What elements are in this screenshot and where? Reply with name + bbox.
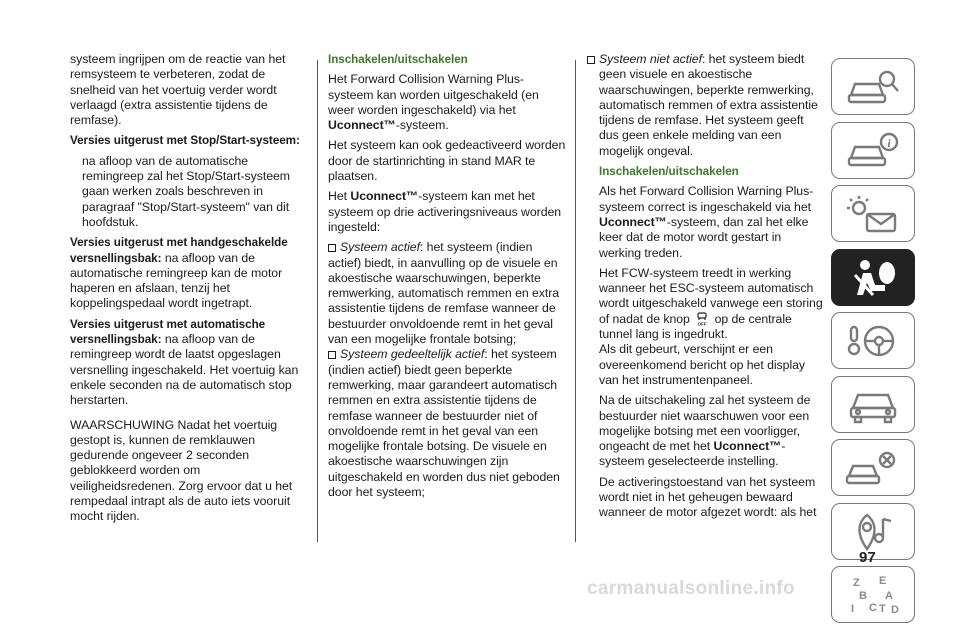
car-service-icon [843,382,903,426]
svg-text:T: T [879,602,886,615]
text: na afloop van de automatische remingreep kan de motor haperen en afslaan, tenzij het koppelingspedaal wordt ingetrapt. [70,250,283,311]
checkbox-icon [587,56,595,64]
checkbox-icon [328,351,336,359]
item-text: : het systeem biedt geen visuele en akoestische waarschuwingen, beperkte remwerking, automatisch remmen of extra assistentie tijdens de remfase. Het systeem geeft dus geen enkele melding van een mogelijk ongeval. [599,52,818,158]
section-heading: Inschakelen/uitschakelen [599,165,739,179]
column-1 [70,52,308,530]
tab-service[interactable] [831,376,915,433]
text: -systeem. [395,118,449,133]
tab-driving[interactable] [831,312,915,369]
svg-text:B: B [859,589,867,602]
tab-car-search[interactable] [831,58,915,115]
text: Als het Forward Collision Warning Plus-systeem correct is ingeschakeld via het [599,184,814,214]
item-text: : het systeem (indien actief) biedt geen beperkte remwerking, maar garandeert automatisch remmen en extra assistentie tijdens de remfase wanneer de bestuurder niet of onvoldoende remt in het geval van een mogelijke frontale botsing. De visuele en akoestische waarschuwingen zijn uitgeschakeld en worden dus niet geboden door het systeem; [328,347,560,500]
paragraph [587,393,825,469]
svg-text:i: i [887,136,891,150]
section-heading: Inschakelen/uitschakelen [328,53,468,66]
svg-text:A: A [885,589,893,602]
paragraph [328,72,566,133]
warning-lights-icon [843,192,903,236]
paragraph: na afloop van de automatische remingreep zal het Stop/Start-systeem gaan werken zoals beschreven in paragraaf "Stop/Start-systeem" van dit hoofdstuk. [82,153,290,229]
paragraph [328,189,566,235]
car-search-icon [843,65,903,109]
subheading-manual: Versies uitgerust met handgeschakelde versnellingsbak: [70,236,288,265]
item-title: Systeem actief [340,240,420,255]
svg-text:Z: Z [853,576,860,589]
item-text: : het systeem (indien actief) biedt, in aanvulling op de visuele en akoestische waarschuwingen, beperkte remwerking, automatisch remmen en extra assistentie tijdens de remfase wanneer de bestuurder onvoldoende remt in het geval van een mogelijke frontale botsing; [328,240,560,347]
list-item [587,52,825,159]
paragraph: Het systeem kan ook gedeactiveerd worden door de startinrichting in stand MAR te plaatsen. [328,138,566,184]
uconnect-label: Uconnect™ [713,439,782,454]
tab-index[interactable] [831,566,915,623]
text: Na de uitschakeling zal het systeem de bestuurder niet waarschuwen voor een mogelijke botsing met een voorligger, ongeacht de met het [599,393,811,454]
text: -systeem, dan zal het elke keer dat de motor wordt gestart in werking treden. [599,214,809,260]
paragraph: systeem ingrijpen om de reactie van het remsysteem te verbeteren, zodat de snelheid van het voertuig verder wordt verlaagd (extra assistentie tijdens de remfase). [70,52,286,128]
text: -systeem kan met het systeem op drie activeringsniveaus worden ingesteld: [328,189,562,234]
tab-warning-lights[interactable] [831,185,915,242]
text: op de centrale tunnel lang is ingedrukt. [599,311,792,342]
paragraph: De activeringstoestand van het systeem wordt niet in het geheugen bewaard wanneer de motor afgezet wordt: als het [599,474,817,520]
paragraph-auto [70,317,308,409]
svg-text:C: C [869,601,877,614]
paragraph [587,266,825,342]
tab-car-info[interactable] [831,122,915,179]
uconnect-label: Uconnect™ [599,214,667,229]
text: Het Forward Collision Warning Plus-systeem kan worden uitgeschakeld (en weer worden ingeschakeld) via het [328,72,539,117]
column-divider [317,60,318,542]
multimedia-icon [843,509,903,553]
chapter-tabs [831,58,915,630]
list-item [328,240,566,347]
text: Het FCW-systeem treedt in werking wanneer het ESC-systeem automatisch wordt uitgeschakeld vanwege een storing of nadat de knop [599,265,823,326]
list-item [328,347,566,500]
fcw-off-button-icon [695,312,709,326]
uconnect-label: Uconnect™ [350,189,419,204]
paragraph-manual [70,235,308,311]
footer-watermark: carmanualsonline.info [587,578,795,599]
svg-text:D: D [891,603,899,616]
tab-safety[interactable] [831,249,915,306]
breakdown-icon [843,446,903,490]
car-info-icon [843,128,903,172]
text: -systeem geselecteerde instelling. [599,439,786,469]
item-title: Systeem niet actief [599,52,702,66]
svg-text:I: I [851,602,855,615]
paragraph: Als dit gebeurt, verschijnt er een overeenkomend bericht op het display van het instrumentenpaneel. [599,342,806,387]
column-3 [587,52,825,526]
text: na afloop van de remingreep wordt de laatst opgeslagen versnelling ingeschakeld. Het voertuig kan enkele seconden na de automatisch stop herstarten. [70,332,299,408]
subheading-auto: Versies uitgerust met automatische versnellingsbak: [70,317,266,347]
page-number: 97 [859,549,876,566]
checkbox-icon [328,244,336,252]
subheading-start-stop: Versies uitgerust met Stop/Start-systeem: [70,134,300,148]
svg-text:OFF: OFF [697,321,707,326]
column-divider [575,60,576,542]
item-title: Systeem gedeeltelijk actief [340,347,485,362]
steering-wheel-icon [843,319,903,363]
paragraph [587,184,825,260]
svg-text:E: E [879,574,887,587]
tab-breakdown[interactable] [831,439,915,496]
warning-text: WAARSCHUWING Nadat het voertuig gestopt is, kunnen de remklauwen gedurende ongeveer 2 seconden geblokkeerd worden om veiligheidsredenen. Zorg ervoor dat u het rempedaal intrapt als de auto iets vooruit mocht rijden. [70,417,293,524]
safety-airbag-icon [843,255,903,299]
column-2 [328,52,566,505]
text: Het [328,189,347,204]
uconnect-label: Uconnect™ [328,118,396,133]
index-icon [843,573,903,617]
